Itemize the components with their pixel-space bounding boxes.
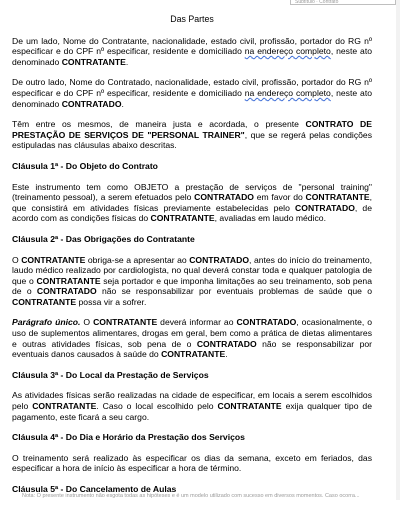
- clause-2-sole-paragraph: Parágrafo único. O CONTRATANTE deverá informar ao CONTRATADO, ocasionalmente, o uso de suplementos alimentares, drogas em geral, bem como a prática de dietas alimentares e outras atividades físicas, sob pena de o CONTRATADO não se responsabilizar por eventuais danos causados à saúde do CONTRATANTE.: [12, 317, 373, 360]
- address-placeholder: na endereço completo: [244, 87, 331, 98]
- intro-paragraph: Têm entre os mesmos, de maneira justa e acordada, o presente CONTRATO DE PRESTAÇÃO DE SERVIÇOS DE "PERSONAL TRAINER", que se regerá pelas condições estipuladas nas cláusulas abaixo descritas.: [12, 119, 372, 151]
- party-contratado-paragraph: De outro lado, Nome do Contratado, nacionalidade, estado civil, profissão, portador do RG nº especificar e do CPF nº especificar, residente e domiciliado na endereço completo, neste ato denominado CONTRATADO.: [12, 77, 372, 109]
- clause-4-paragraph: O treinamento será realizado às especificar os dias da semana, exceto em feriados, das especificar a hora de início às especificar a hora de término.: [12, 452, 372, 474]
- footer-note: Nota: O presente instrumento não esgota todas as hipóteses e é um modelo utilizado com sucesso em diversos momentos. Caso ocorra...: [22, 493, 360, 499]
- clause-3-heading: Cláusula 3ª - Do Local da Prestação de Serviços: [12, 369, 209, 380]
- party-contratante-paragraph: De um lado, Nome do Contratante, nacionalidade, estado civil, profissão, portador do RG nº especificar e do CPF nº especificar, residente e domiciliado na endereço completo, neste ato denominado CONTRATANTE.: [12, 35, 372, 67]
- clause-1-paragraph: Este instrumento tem como OBJETO a prestação de serviços de "personal training" (treinamento pessoal), a serem efetuados pelo CONTRATADO em favor do CONTRATANTE, que consistirá em atividades físicas previamente estabelecidas pelo CONTRATADO, de acordo com as condições físicas do CONTRATANTE, avaliadas em laudo médico.: [12, 181, 372, 224]
- clause-2-paragraph: O CONTRATANTE obriga-se a apresentar ao CONTRATADO, antes do início do treinamento, laudo médico realizado por cardiologista, no qual deverá constar toda e qualquer patologia de que o CONTRATANTE seja portador e que imponha limitações ao seu treinamento, sob pena de o CONTRATADO não se responsabilizar por eventuais problemas de saúde que o CONTRATANTE possa vir a sofrer.: [12, 254, 372, 307]
- clause-3-paragraph: As atividades físicas serão realizadas na cidade de especificar, em locais a serem escolhidos pelo CONTRATANTE. Caso o local escolhido pelo CONTRATANTE exija qualquer tipo de pagamento, este ficará a seu cargo.: [12, 390, 372, 422]
- clause-2-heading: Cláusula 2ª - Das Obrigações do Contratante: [12, 233, 195, 244]
- section-title: Das Partes: [170, 14, 214, 24]
- page-edge: [396, 0, 400, 500]
- header-stub: Subtítulo · Contrato: [290, 0, 396, 5]
- clause-1-heading: Cláusula 1ª - Do Objeto do Contrato: [12, 160, 158, 171]
- clause-4-heading: Cláusula 4ª - Do Dia e Horário da Prestação dos Serviços: [12, 432, 245, 443]
- clause-5-heading: Cláusula 5ª - Do Cancelamento de Aulas: [12, 484, 177, 494]
- document-content: [12, 14, 372, 505]
- address-placeholder: na endereço completo: [244, 46, 331, 57]
